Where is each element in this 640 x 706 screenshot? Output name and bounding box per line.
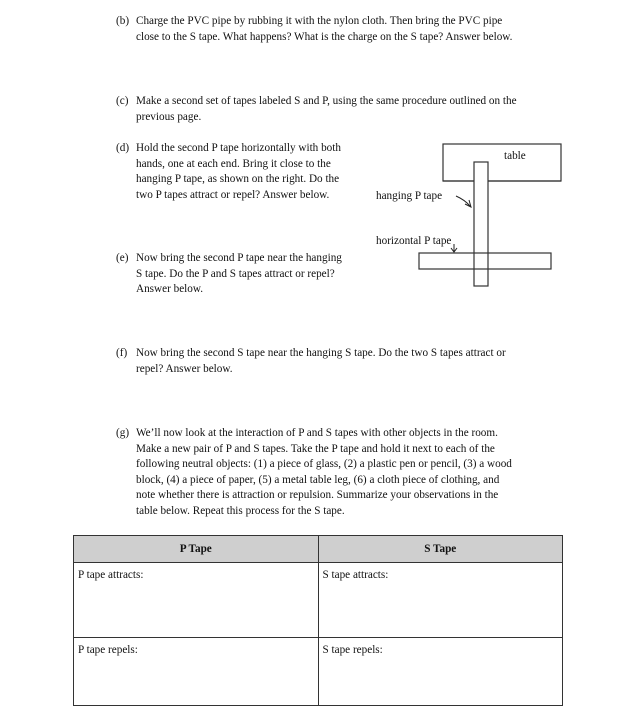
question-g-line: We’ll now look at the interaction of P and S tapes with other objects in the room. [136,427,498,439]
question-f-label: (f) [116,347,128,359]
observation-table [73,535,563,706]
question-d-line: hands, one at each end. Bring it close to the [136,157,331,170]
hanging-arrow [456,196,470,206]
s-tape-attracts-cell[interactable]: S tape attracts: [318,563,563,638]
question-c-line: previous page. [136,110,202,123]
table-shape [443,144,561,181]
question-g-line: block, (4) a piece of paper, (5) a metal table leg, (6) a cloth piece of clothing, and [136,473,500,486]
table-row [74,563,563,638]
question-d-line: hanging P tape, as shown on the right. Do the [136,173,340,185]
table-row [74,638,563,706]
s-tape-repels-cell[interactable]: S tape repels: [318,638,563,706]
table-header-row [74,536,563,563]
tape-diagram [370,138,570,288]
horizontal-tape-shape [419,253,551,269]
header-p-tape: P Tape [74,536,319,563]
question-g-line: note whether there is attraction or repulsion. Summarize your observations in the [136,489,499,501]
question-e-line: Now bring the second P tape near the hanging [136,252,342,264]
question-d-label: (d) [116,142,130,154]
horizontal-tape-label: horizontal P tape [376,235,452,247]
question-f-line: Now bring the second S tape near the hanging S tape. Do the two S tapes attract or [136,347,506,359]
tape-diagram-drawing [370,138,570,288]
question-g-line: following neutral objects: (1) a piece of glass, (2) a plastic pen or pencil, (3) a wood [136,458,512,470]
hanging-tape-label: hanging P tape [376,190,443,202]
table-label: table [504,150,526,162]
question-c-label: (c) [116,95,129,107]
p-tape-attracts-cell[interactable]: P tape attracts: [74,563,319,638]
question-e-line: S tape. Do the P and S tapes attract or repel? [136,267,335,280]
p-tape-repels-cell[interactable]: P tape repels: [74,638,319,706]
question-g-label: (g) [116,427,130,439]
question-f-line: repel? Answer below. [136,362,233,375]
question-g-line: Make a new pair of P and S tapes. Take the P tape and hold it next to each of the [136,442,495,455]
question-c-line: Make a second set of tapes labeled S and P, using the same procedure outlined on the [136,95,517,107]
question-b-label: (b) [116,15,130,27]
question-g-line: table below. Repeat this process for the S tape. [136,504,345,517]
question-d-line: two P tapes attract or repel? Answer below. [136,188,330,201]
question-b-line: Charge the PVC pipe by rubbing it with the nylon cloth. Then bring the PVC pipe [136,15,503,27]
header-s-tape: S Tape [318,536,563,563]
question-b-line: close to the S tape. What happens? What is the charge on the S tape? Answer below. [136,30,513,43]
question-e-label: (e) [116,252,129,264]
question-e-line: Answer below. [136,283,204,295]
question-d-line: Hold the second P tape horizontally with both [136,142,341,154]
